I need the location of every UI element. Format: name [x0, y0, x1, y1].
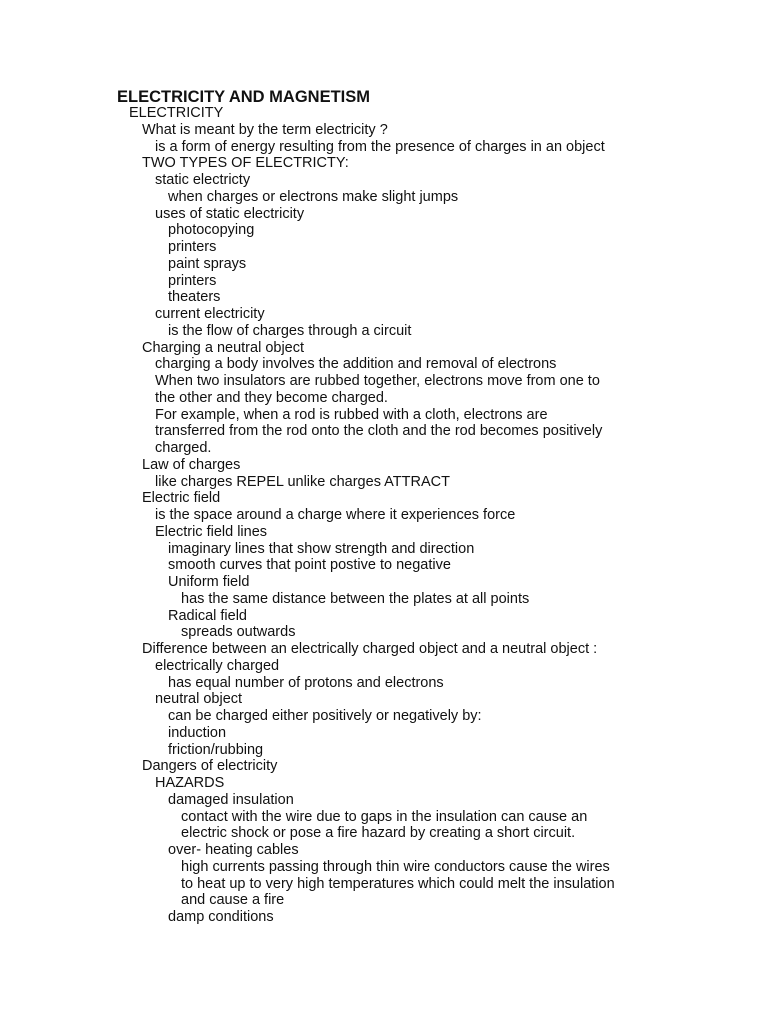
document-title: ELECTRICITY AND MAGNETISM	[117, 88, 371, 106]
outline-line: damp conditions	[168, 909, 274, 925]
outline-line: electrically charged	[155, 657, 280, 674]
outline-line: ELECTRICITY	[129, 105, 224, 121]
outline-line: is the flow of charges through a circuit	[168, 322, 412, 339]
outline-line: Difference between an electrically charged object and a neutral object :	[142, 641, 598, 657]
outline-line: Dangers of electricity	[142, 758, 278, 775]
outline-line: and cause a fire	[181, 892, 285, 909]
outline-line: is the space around a charge where it experiences force	[155, 507, 516, 523]
outline-line: can be charged either positively or negatively by:	[168, 708, 482, 724]
outline-line: Radical field	[168, 607, 247, 624]
outline-line: is a form of energy resulting from the presence of charges in an object	[155, 138, 605, 155]
outline-line: Law of charges	[142, 456, 241, 473]
outline-line: printers	[168, 239, 217, 255]
document-outline	[0, 105, 768, 926]
outline-line: What is meant by the term electricity ?	[142, 121, 388, 138]
outline-line: uses of static electricity	[155, 205, 305, 222]
outline-line: neutral object	[155, 691, 243, 708]
outline-line: transferred from the rod onto the cloth and the rod becomes positively	[155, 423, 603, 440]
outline-line: electric shock or pose a fire hazard by creating a short circuit.	[181, 825, 576, 842]
outline-line: imaginary lines that show strength and direction	[168, 540, 475, 557]
outline-line: photocopying	[168, 222, 255, 239]
outline-line: HAZARDS	[155, 775, 225, 791]
outline-line: damaged insulation	[168, 791, 294, 808]
outline-line: charging a body involves the addition and removal of electrons	[155, 356, 557, 373]
outline-line: When two insulators are rubbed together, electrons move from one to	[155, 373, 600, 389]
outline-line: smooth curves that point postive to negative	[168, 557, 451, 574]
outline-line: Charging a neutral object	[142, 339, 305, 356]
outline-line: theaters	[168, 289, 221, 306]
outline-line: has the same distance between the plates at all points	[181, 590, 530, 607]
outline-line: has equal number of protons and electrons	[168, 674, 444, 691]
outline-line: Uniform field	[168, 574, 250, 590]
outline-line: paint sprays	[168, 255, 247, 272]
outline-line: to heat up to very high temperatures which could melt the insulation	[181, 875, 615, 892]
outline-line: contact with the wire due to gaps in the insulation can cause an	[181, 808, 588, 825]
outline-line: For example, when a rod is rubbed with a cloth, electrons are	[155, 406, 548, 423]
outline-line: static electricty	[155, 172, 251, 188]
outline-line: Electric field	[142, 490, 221, 507]
outline-line: the other and they become charged.	[155, 389, 388, 406]
outline-line: charged.	[155, 440, 212, 456]
outline-line: current electricity	[155, 306, 265, 322]
outline-line: when charges or electrons make slight jumps	[168, 188, 459, 205]
outline-line: over- heating cables	[168, 842, 299, 858]
outline-line: like charges REPEL unlike charges ATTRACT	[155, 473, 450, 490]
outline-line: TWO TYPES OF ELECTRICTY:	[142, 155, 349, 172]
outline-line: induction	[168, 724, 227, 741]
outline-line: friction/rubbing	[168, 741, 264, 758]
outline-line: printers	[168, 272, 217, 289]
outline-line: Electric field lines	[155, 523, 268, 540]
outline-line: spreads outwards	[181, 624, 296, 641]
outline-line: high currents passing through thin wire conductors cause the wires	[181, 858, 610, 875]
